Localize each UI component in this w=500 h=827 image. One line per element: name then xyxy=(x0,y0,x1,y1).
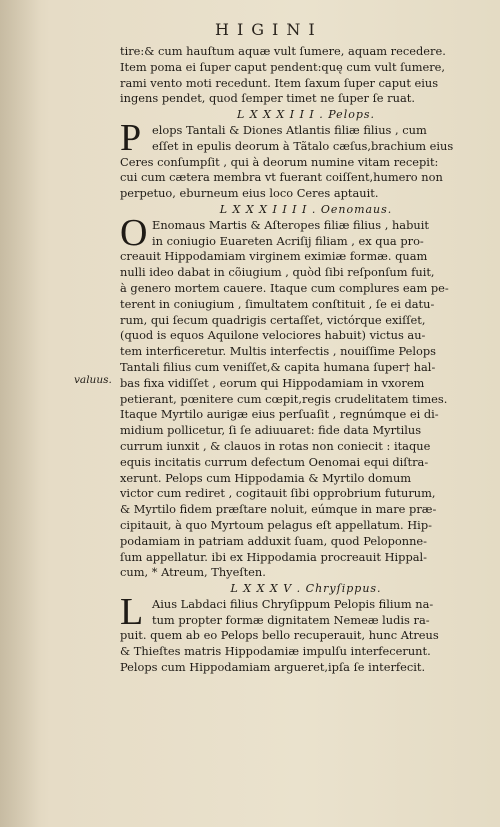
text-line: Item poma ei ſuper caput pendent:quę cum vult ſumere, xyxy=(120,59,446,74)
text-line: elops Tantali & Diones Atlantis filiæ filius , cum xyxy=(152,122,427,137)
text-line: Pelops cum Hippodamiam argueret,ipſa ſe interfecit. xyxy=(120,660,426,675)
gutter-shadow xyxy=(0,0,40,827)
text-line: rum, qui ſecum quadrigis certaſſet, victórque exiſſet, xyxy=(120,312,426,327)
text-line: equis incitatis currum defectum Oenomai equi diſtra- xyxy=(120,454,429,469)
text-line: Enomaus Martis & Aſteropes filiæ filius , habuit xyxy=(152,217,429,232)
text-line: Itaque Myrtilo aurigæ eius perſuaſit , regnúmque ei di- xyxy=(120,407,439,422)
text-line: cui cum cætera membra vt fuerant coiſſent,humero non xyxy=(120,170,443,185)
text-line: currum iunxit , & clauos in rotas non coniecit : itaque xyxy=(120,438,431,453)
text-block xyxy=(120,44,492,676)
text-line: terent in coniugium , ſimultatem conſtituit , ſe ei datu- xyxy=(120,296,435,311)
text-line: bas fixa vidiſſet , eorum qui Hippodamiam in vxorem xyxy=(120,375,425,390)
text-line: Tantali filius cum veniſſet,& capita humana ſuper† hal- xyxy=(120,359,436,374)
chapter-heading: L X X X I I I I . Oenomaus. xyxy=(219,202,393,216)
text-line: rami vento moti recedunt. Item ſaxum ſuper caput eius xyxy=(120,75,439,90)
dropcap-paragraph xyxy=(120,211,492,254)
text-line: tire:& cum hauſtum aquæ vult ſumere, aquam recedere. xyxy=(120,44,446,58)
text-line: (quod is equos Aquilone velociores habuit) victus au- xyxy=(120,328,426,343)
text-line: podamiam in patriam adduxit ſuam, quod Peloponne- xyxy=(120,533,428,548)
text-line: cum, * Atreum, Thyeſten. xyxy=(120,565,266,580)
text-line: tum propter formæ dignitatem Nemeæ ludis ra- xyxy=(152,612,430,627)
text-line: tem interficeretur. Multis interfectis , nouiſſime Pelops xyxy=(120,344,437,359)
text-line: nulli ideo dabat in cõiugium , quòd ſibi reſponſum fuit, xyxy=(120,265,435,280)
text-line: xerunt. Pelops cum Hippodamia & Myrtilo domum xyxy=(120,470,412,485)
dropcap-paragraph xyxy=(120,116,492,159)
text-line: perpetuo, eburneum eius loco Ceres aptauit. xyxy=(120,186,379,201)
dropcap-paragraph xyxy=(120,590,492,633)
text-line: ingens pendet, quod ſemper timet ne ſuper ſe ruat. xyxy=(120,91,415,106)
text-line: creauit Hippodamiam virginem eximiæ formæ. quam xyxy=(120,249,428,264)
running-head: HIGINI xyxy=(215,20,323,39)
drop-capital: P xyxy=(120,116,142,159)
drop-capital: L xyxy=(120,590,144,633)
text-line: cipitauit, à quo Myrtoum pelagus eſt appellatum. Hip- xyxy=(120,517,432,532)
text-line: victor cum rediret , cogitauit ſibi opprobrium futurum, xyxy=(120,486,436,501)
text-line: in coniugio Euareten Acriſij filiam , ex qua pro- xyxy=(152,233,424,248)
text-line: eſſet in epulis deorum à Tãtalo cæſus,brachium eius xyxy=(152,138,454,153)
text-line: Ceres conſumpſit , qui à deorum numine vitam recepit: xyxy=(120,154,439,169)
text-line: midium pollicetur, ſi ſe adiuuaret: fide data Myrtilus xyxy=(120,423,422,438)
text-line: ſum appellatur. ibi ex Hippodamia procreauit Hippal- xyxy=(120,549,428,564)
text-line: & Myrtilo fidem præſtare noluit, eúmque in mare præ- xyxy=(120,502,437,517)
drop-capital: O xyxy=(120,211,148,254)
text-line: puit. quem ab eo Pelops bello recuperauit, hunc Atreus xyxy=(120,628,439,643)
chapter-heading: L X X X V . Chryſippus. xyxy=(230,582,382,596)
chapter-heading: L X X X I I I . Pelops. xyxy=(236,108,376,122)
text-line: & Thieſtes matris Hippodamiæ impulſu interfecerunt. xyxy=(120,644,431,659)
text-line: petierant, pœnitere cum cœpit,regis crudelitatem times. xyxy=(120,391,448,406)
text-line: Aius Labdaci filius Chryſippum Pelopis filium na- xyxy=(152,596,434,611)
text-line: à genero mortem cauere. Itaque cum complures eam pe- xyxy=(120,280,449,295)
margin-note: valuus. xyxy=(74,374,112,386)
